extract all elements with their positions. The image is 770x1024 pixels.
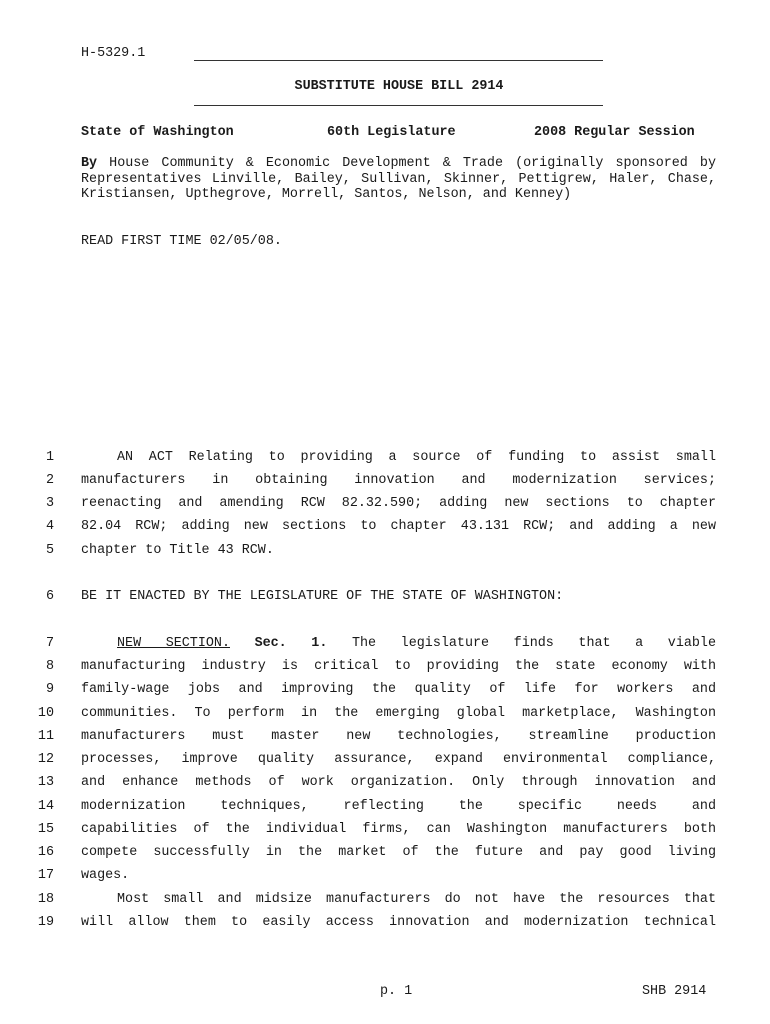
body-line: Most small and midsize manufacturers do not have the resources that [117, 892, 716, 907]
sponsors-text: House Community & Economic Development & Trade (originally sponsored by Representatives Linville, Bailey, Sullivan, Skinner, Pettigrew, Haler, Chase, Kristiansen, Upthegrove, Morrell, Santos, Nelson, and Kenney) [81, 156, 716, 203]
line-number: 17 [37, 868, 54, 883]
new-section-marker: NEW SECTION. [117, 636, 230, 651]
read-first-time: READ FIRST TIME 02/05/08. [81, 234, 282, 249]
session: 2008 Regular Session [534, 125, 695, 140]
line-number: 10 [37, 706, 54, 721]
line-number: 9 [45, 682, 54, 697]
line-number: 12 [37, 752, 54, 767]
header-rule-bottom [194, 105, 603, 106]
line-number: 7 [45, 636, 54, 651]
line-number: 14 [37, 799, 54, 814]
body-line: manufacturers in obtaining innovation and modernization services; [81, 473, 716, 488]
body-line: manufacturers must master new technologies, streamline production [81, 729, 716, 744]
line-number: 3 [45, 496, 54, 511]
body-line: 82.04 RCW; adding new sections to chapter 43.131 RCW; and adding a new [81, 519, 716, 534]
body-line: capabilities of the individual firms, can Washington manufacturers both [81, 822, 716, 837]
line-number: 4 [45, 519, 54, 534]
state-name: State of Washington [81, 125, 234, 140]
body-line: and enhance methods of work organization. Only through innovation and [81, 775, 716, 790]
line-number: 1 [45, 450, 54, 465]
body-line: modernization techniques, reflecting the specific needs and [81, 799, 716, 814]
body-line: family-wage jobs and improving the quality of life for workers and [81, 682, 716, 697]
section-heading-line: NEW SECTION. Sec. 1. The legislature finds that a viable [117, 636, 716, 651]
body-line: compete successfully in the market of the future and pay good living [81, 845, 716, 860]
line-number: 18 [37, 892, 54, 907]
line-number: 11 [37, 729, 54, 744]
page-number: p. 1 [380, 984, 413, 999]
enacting-clause: BE IT ENACTED BY THE LEGISLATURE OF THE STATE OF WASHINGTON: [81, 589, 564, 604]
body-line: reenacting and amending RCW 82.32.590; adding new sections to chapter [81, 496, 716, 511]
body-line: AN ACT Relating to providing a source of funding to assist small [117, 450, 716, 465]
line-number: 19 [37, 915, 54, 930]
body-line: will allow them to easily access innovation and modernization technical [81, 915, 716, 930]
body-line: wages. [81, 868, 130, 883]
legislature: 60th Legislature [327, 125, 456, 140]
footer-bill-id: SHB 2914 [642, 984, 707, 999]
line-number: 6 [45, 589, 54, 604]
line-number: 15 [37, 822, 54, 837]
bill-code: H-5329.1 [81, 46, 146, 61]
line-number: 8 [45, 659, 54, 674]
body-line: manufacturing industry is critical to providing the state economy with [81, 659, 716, 674]
body-line: chapter to Title 43 RCW. [81, 543, 274, 558]
line-number: 16 [37, 845, 54, 860]
sponsors-block [81, 156, 716, 203]
body-line: communities. To perform in the emerging global marketplace, Washington [81, 706, 716, 721]
section-number: Sec. 1. [254, 636, 328, 651]
bill-title: SUBSTITUTE HOUSE BILL 2914 [294, 79, 504, 94]
by-label: By [81, 156, 98, 171]
header-rule-top [194, 60, 603, 61]
line-number: 13 [37, 775, 54, 790]
line-number: 5 [45, 543, 54, 558]
line-number: 2 [45, 473, 54, 488]
body-line: processes, improve quality assurance, expand environmental compliance, [81, 752, 716, 767]
